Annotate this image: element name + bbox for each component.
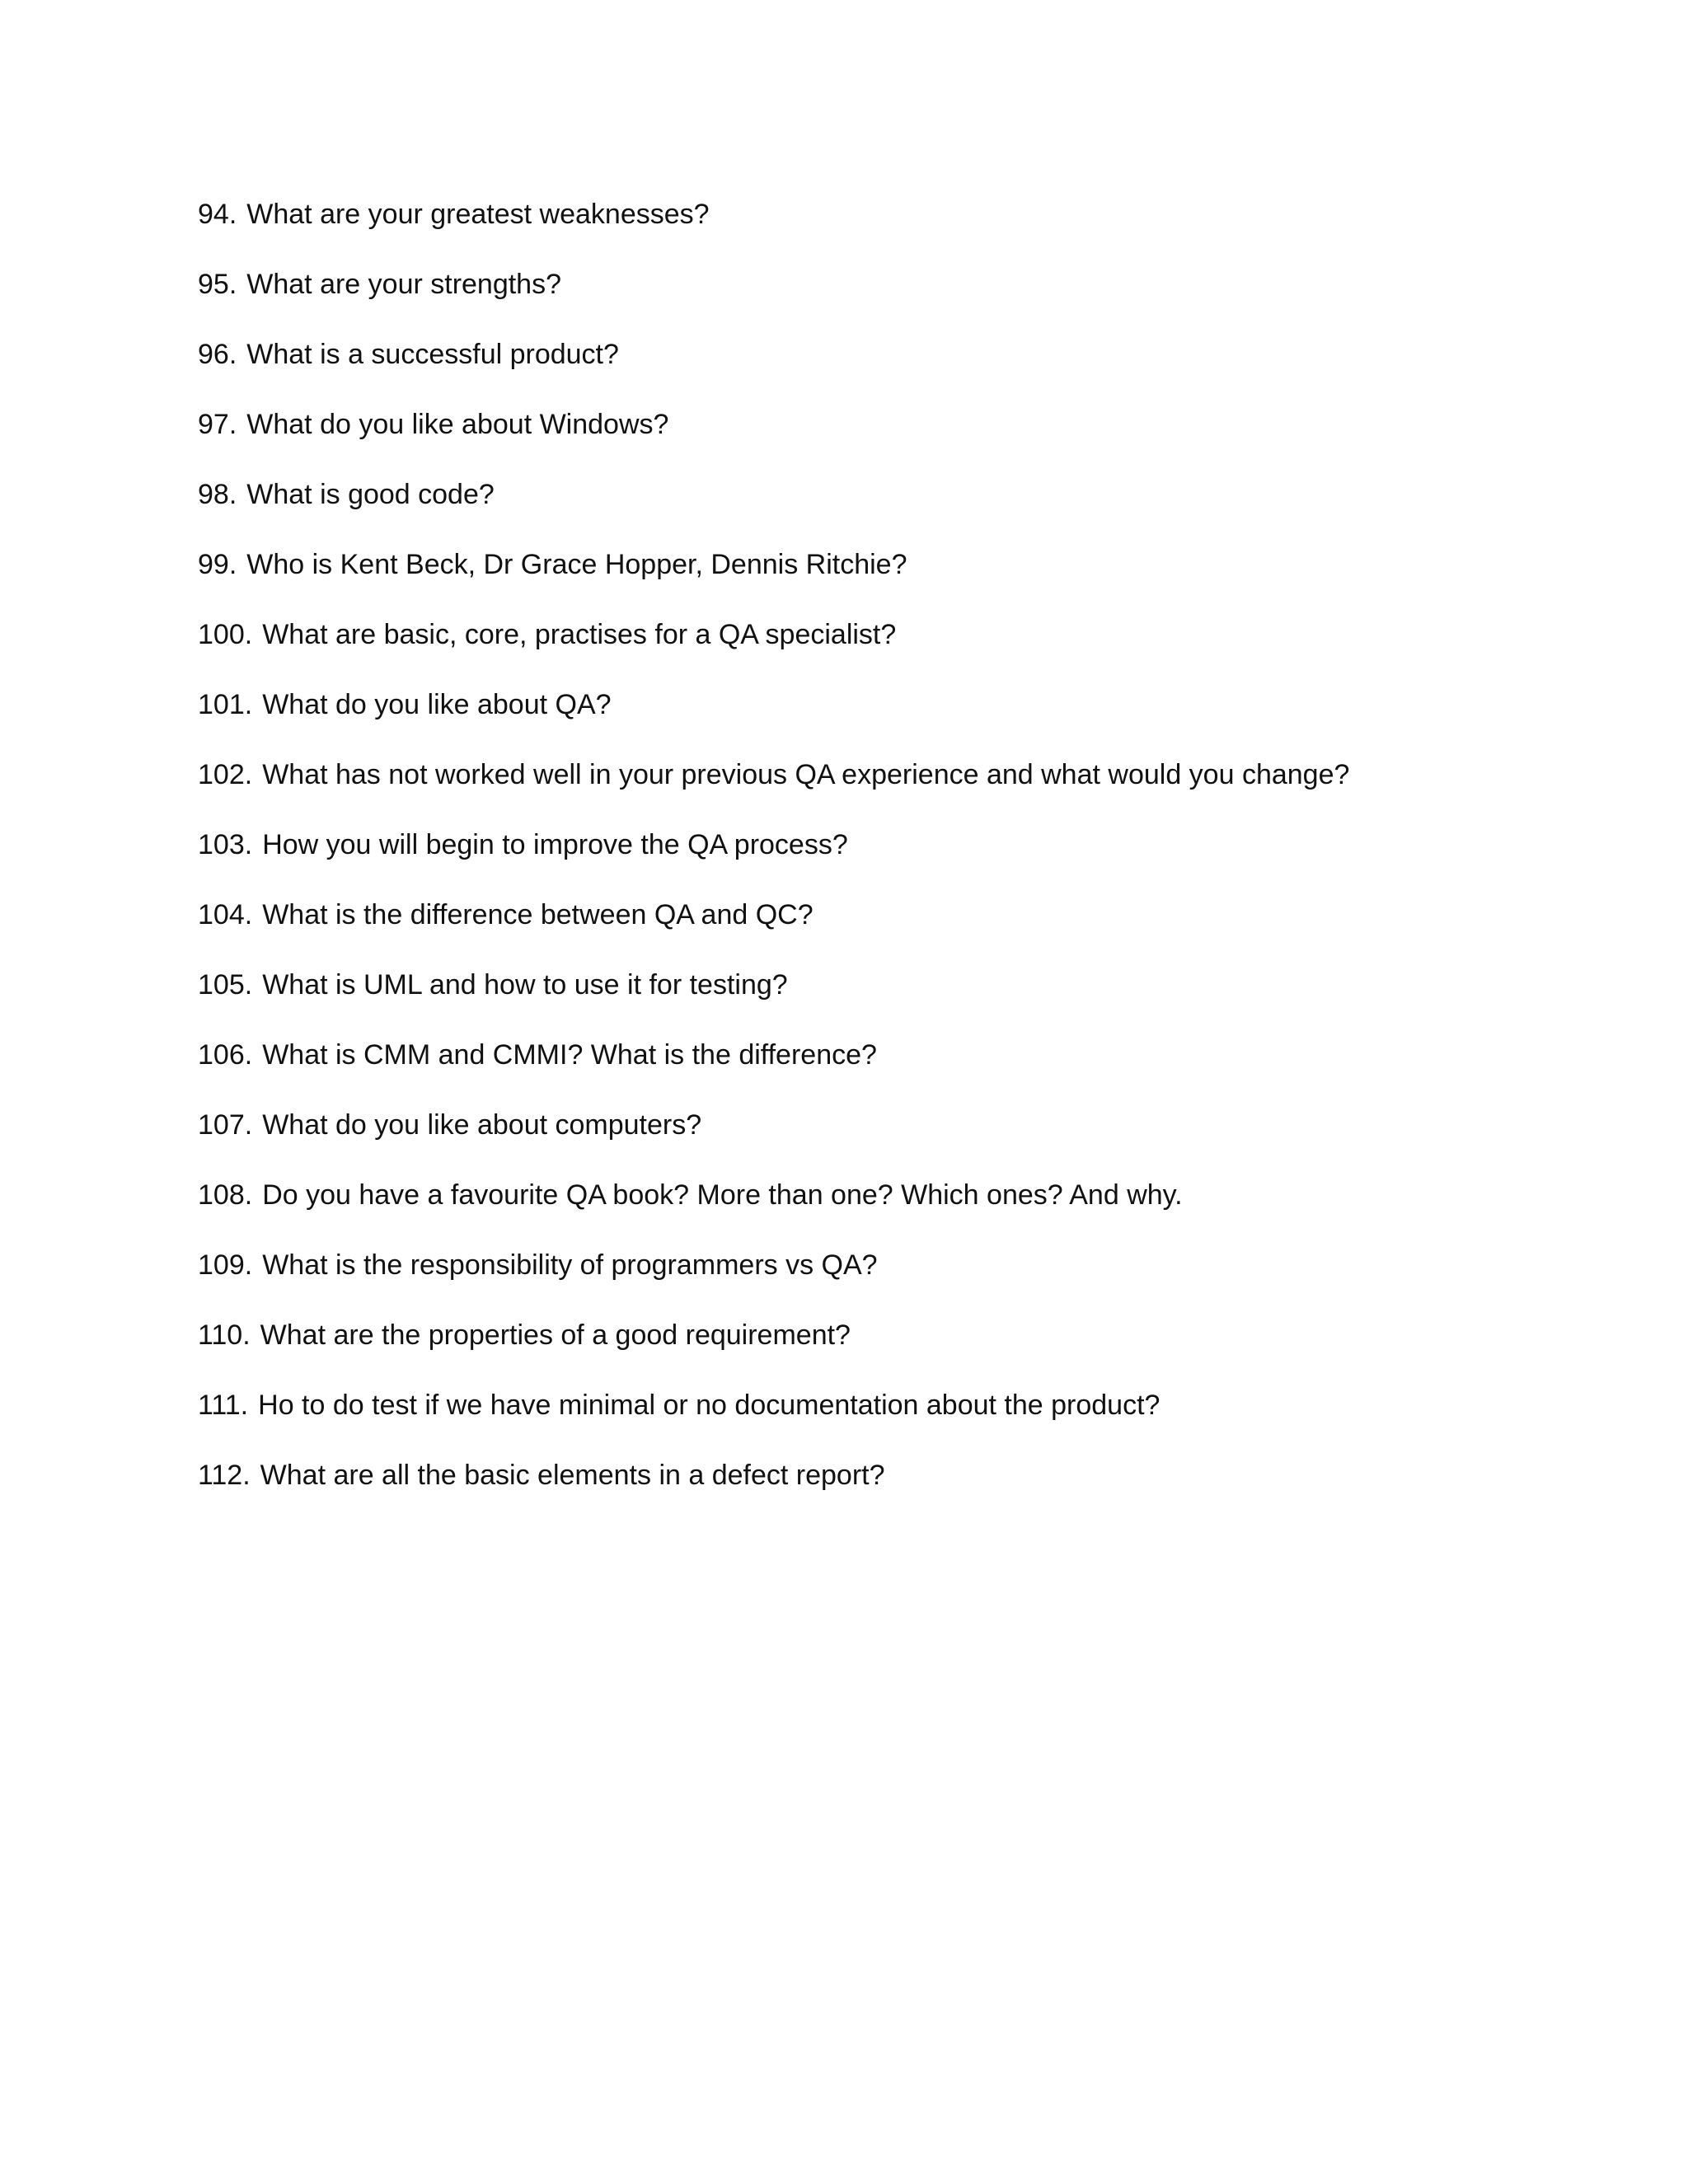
question-number: 105. (198, 969, 253, 1001)
question-text: What are your strengths? (246, 269, 562, 300)
question-number: 99. (198, 549, 237, 580)
question-number: 102. (198, 759, 253, 790)
question-text: What do you like about QA? (262, 689, 612, 720)
question-text: Who is Kent Beck, Dr Grace Hopper, Dennis Ritchie? (246, 549, 907, 580)
question-number: 112. (198, 1460, 251, 1491)
question-text: What is CMM and CMMI? What is the difference? (262, 1039, 877, 1071)
question-text: What are the properties of a good requirement? (260, 1319, 851, 1351)
list-item (198, 825, 1599, 895)
list-item (198, 475, 1599, 545)
question-text: Do you have a favourite QA book? More than one? Which ones? And why. (262, 1179, 1183, 1211)
list-item (198, 1315, 1599, 1385)
question-text: What is the responsibility of programmers vs QA? (262, 1249, 878, 1281)
question-number: 101. (198, 689, 253, 720)
list-item (198, 335, 1599, 405)
question-text: What are your greatest weaknesses? (246, 199, 710, 230)
list-item (198, 1245, 1599, 1315)
list-item (198, 1385, 1599, 1455)
question-number: 107. (198, 1109, 253, 1141)
question-number: 100. (198, 619, 253, 650)
question-text: What are basic, core, practises for a QA specialist? (262, 619, 897, 650)
list-item (198, 755, 1599, 825)
list-item (198, 685, 1599, 755)
question-text: What is good code? (246, 479, 495, 510)
question-number: 97. (198, 409, 237, 440)
question-number: 109. (198, 1249, 253, 1281)
question-number: 95. (198, 269, 237, 300)
question-number: 103. (198, 829, 253, 860)
question-text: What are all the basic elements in a defect report? (260, 1460, 885, 1491)
list-item (198, 265, 1599, 335)
question-text: What has not worked well in your previous QA experience and what would you change? (262, 759, 1350, 790)
list-item (198, 1455, 1599, 1526)
list-item (198, 405, 1599, 475)
question-number: 111. (198, 1390, 249, 1421)
question-number: 94. (198, 199, 237, 230)
list-item (198, 1105, 1599, 1175)
question-text: Ho to do test if we have minimal or no documentation about the product? (258, 1390, 1160, 1421)
list-item (198, 194, 1599, 265)
question-number: 106. (198, 1039, 253, 1071)
question-text: What do you like about computers? (262, 1109, 702, 1141)
question-number: 98. (198, 479, 237, 510)
question-number: 110. (198, 1319, 251, 1351)
question-list (198, 194, 1599, 1526)
list-item (198, 1035, 1599, 1105)
list-item (198, 1175, 1599, 1245)
question-text: What is the difference between QA and QC? (262, 899, 814, 930)
question-number: 108. (198, 1179, 253, 1211)
list-item (198, 545, 1599, 615)
list-item (198, 615, 1599, 685)
question-text: How you will begin to improve the QA process? (262, 829, 848, 860)
question-text: What do you like about Windows? (246, 409, 669, 440)
question-text: What is UML and how to use it for testing? (262, 969, 788, 1001)
list-item (198, 965, 1599, 1035)
question-number: 104. (198, 899, 253, 930)
list-item (198, 895, 1599, 965)
question-text: What is a successful product? (246, 339, 619, 370)
question-number: 96. (198, 339, 237, 370)
